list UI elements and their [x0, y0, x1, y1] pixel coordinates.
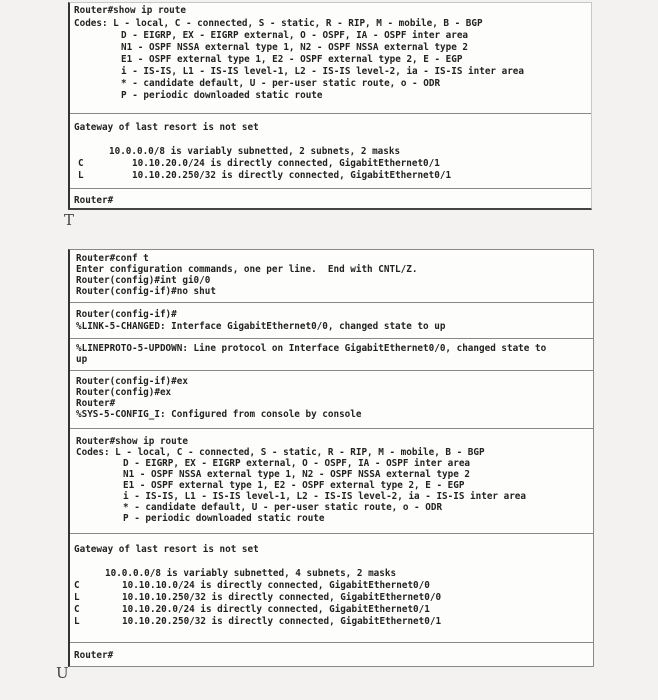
divider [70, 642, 593, 643]
route-code: L [78, 170, 84, 181]
codes-line: Codes: L - local, C - connected, S - static, R - RIP, M - mobile, B - BGP [76, 447, 485, 458]
divider [70, 428, 593, 429]
terminal-line: Enter configuration commands, one per line. End with CNTL/Z. [76, 264, 418, 275]
lineproto-message: %LINEPROTO-5-UPDOWN: Line protocol on Interface GigabitEthernet0/0, changed state to [76, 343, 547, 354]
codes-line: i - IS-IS, L1 - IS-IS level-1, L2 - IS-IS level-2, ia - IS-IS inter area [121, 66, 524, 77]
terminal-line: Router(config)#ex [76, 387, 172, 398]
terminal-output-bottom [68, 249, 594, 667]
subnet-header: 10.0.0.0/8 is variably subnetted, 2 subnets, 2 masks [109, 146, 401, 157]
show-route-command: Router#show ip route [76, 436, 188, 447]
terminal-line: Router(config-if)# [76, 309, 177, 320]
terminal-line: Router(config)#int gi0/0 [76, 275, 211, 286]
divider [70, 370, 593, 371]
route-code: C [78, 158, 84, 169]
router-prompt[interactable]: Router# [74, 195, 114, 206]
terminal-line: Router(config-if)#ex [76, 376, 188, 387]
codes-line: Codes: L - local, C - connected, S - static, R - RIP, M - mobile, B - BGP [74, 18, 483, 29]
terminal-line: Router# [76, 398, 116, 409]
route-entry: 10.10.20.0/24 is directly connected, GigabitEthernet0/1 [132, 158, 440, 169]
show-route-command: Router#show ip route [74, 5, 186, 16]
divider [70, 113, 591, 114]
divider [70, 188, 591, 189]
codes-line: * - candidate default, U - per-user static route, o - ODR [123, 502, 443, 513]
route-entry: 10.10.20.0/24 is directly connected, GigabitEthernet0/1 [122, 604, 430, 615]
codes-line: * - candidate default, U - per-user static route, o - ODR [121, 78, 441, 89]
divider [70, 302, 593, 303]
codes-line: E1 - OSPF external type 1, E2 - OSPF external type 2, E - EGP [121, 54, 463, 65]
route-entry: 10.10.10.250/32 is directly connected, GigabitEthernet0/0 [122, 592, 442, 603]
router-prompt[interactable]: Router# [74, 650, 114, 661]
codes-line: D - EIGRP, EX - EIGRP external, O - OSPF, IA - OSPF inter area [121, 30, 469, 41]
lineproto-message-cont: up [76, 354, 88, 365]
terminal-output-top [68, 2, 592, 210]
codes-line: N1 - OSPF NSSA external type 1, N2 - OSPF NSSA external type 2 [123, 469, 471, 480]
divider [70, 533, 593, 534]
terminal-line: Router(config-if)#no shut [76, 286, 216, 297]
route-entry: 10.10.20.250/32 is directly connected, GigabitEthernet0/1 [122, 616, 442, 627]
terminal-line: Router#conf t [76, 253, 149, 264]
codes-line: P - periodic downloaded static route [123, 513, 325, 524]
route-entry: 10.10.20.250/32 is directly connected, GigabitEthernet0/1 [132, 170, 452, 181]
link-status-message: %LINK-5-CHANGED: Interface GigabitEthernet0/0, changed state to up [76, 321, 446, 332]
route-code: L [74, 592, 80, 603]
route-code: C [74, 580, 80, 591]
option-label-t: T [64, 211, 75, 229]
gateway-line: Gateway of last resort is not set [74, 122, 259, 133]
subnet-header: 10.0.0.0/8 is variably subnetted, 4 subnets, 2 masks [105, 568, 397, 579]
route-entry: 10.10.10.0/24 is directly connected, GigabitEthernet0/0 [122, 580, 430, 591]
route-code: L [74, 616, 80, 627]
gateway-line: Gateway of last resort is not set [74, 544, 259, 555]
codes-line: P - periodic downloaded static route [121, 90, 323, 101]
codes-line: N1 - OSPF NSSA external type 1, N2 - OSPF NSSA external type 2 [121, 42, 469, 53]
divider [70, 338, 593, 339]
option-label-u: U [56, 664, 69, 682]
config-message: %SYS-5-CONFIG_I: Configured from console by console [76, 409, 362, 420]
codes-line: D - EIGRP, EX - EIGRP external, O - OSPF, IA - OSPF inter area [123, 458, 471, 469]
route-code: C [74, 604, 80, 615]
codes-line: E1 - OSPF external type 1, E2 - OSPF external type 2, E - EGP [123, 480, 465, 491]
codes-line: i - IS-IS, L1 - IS-IS level-1, L2 - IS-IS level-2, ia - IS-IS inter area [123, 491, 526, 502]
